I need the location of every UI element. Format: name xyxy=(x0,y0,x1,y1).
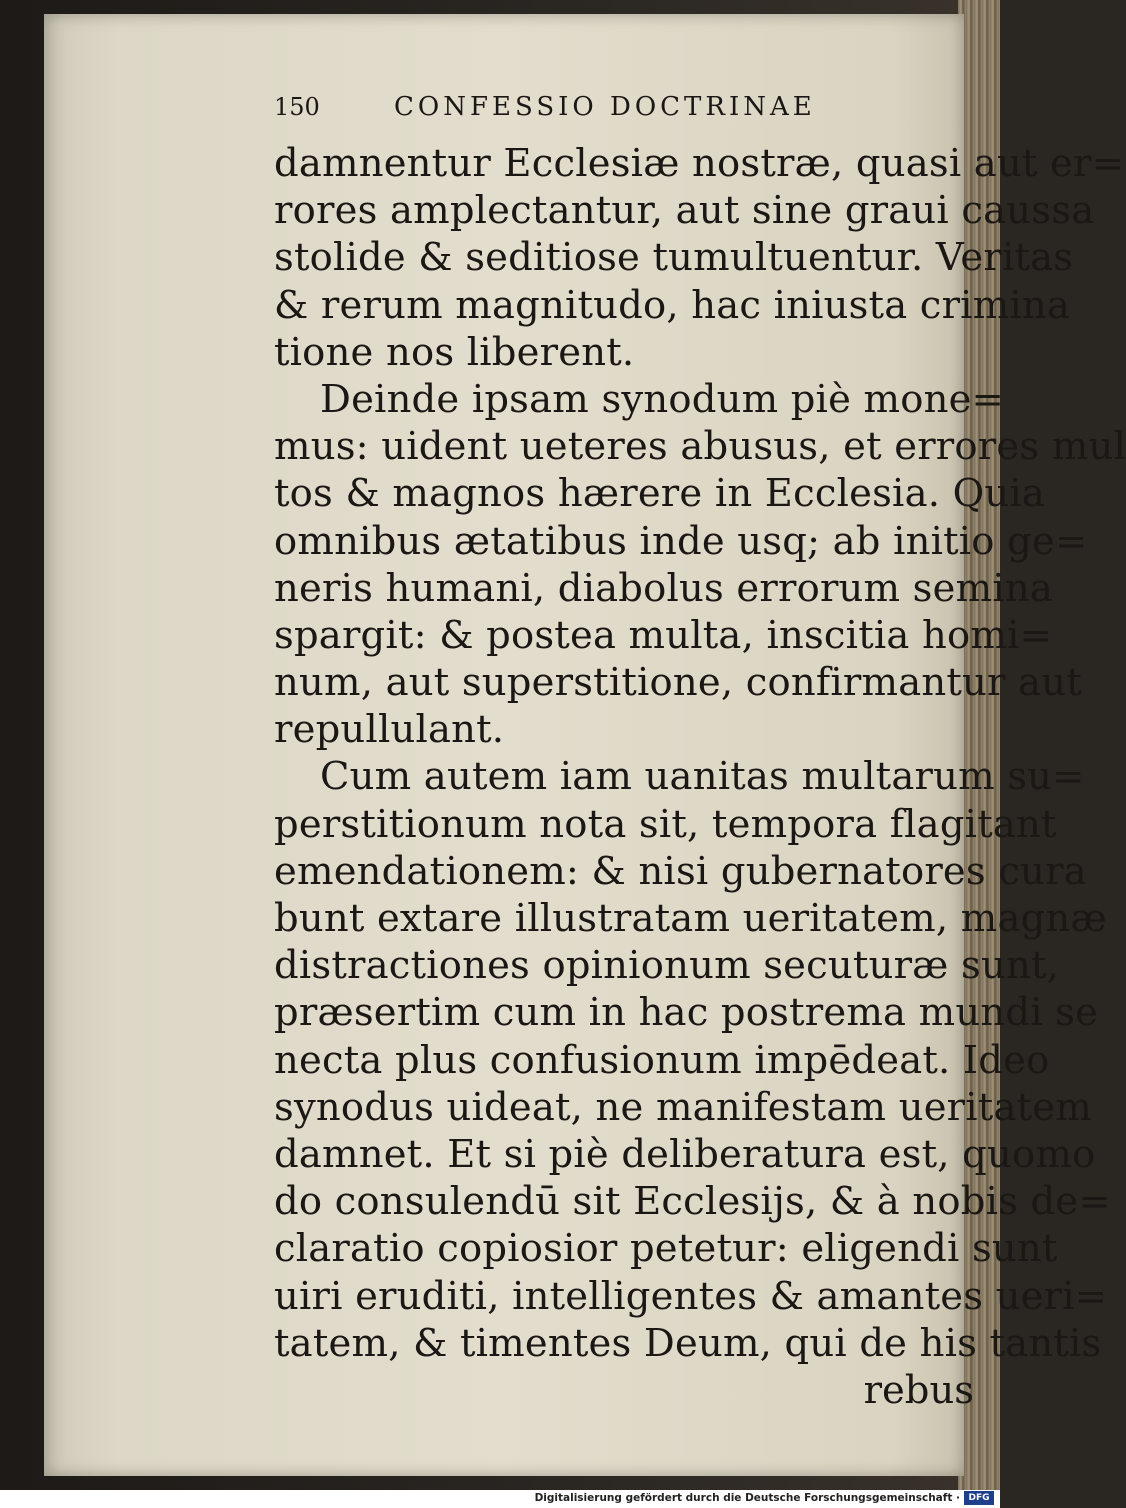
text-line: perstitionum nota sit, tempora flagitant xyxy=(274,801,1057,847)
text-line: claratio copiosior petetur: eligendi sunt xyxy=(274,1226,1058,1272)
text-line: repullulant. xyxy=(274,707,505,753)
text-line: mus: uident ueteres abusus, et errores mul xyxy=(274,424,1126,470)
running-head xyxy=(274,92,994,140)
text-line: damnet. Et si piè deliberatura est, quomo xyxy=(274,1131,1096,1177)
text-line: tatem, & timentes Deum, qui de his tantis xyxy=(274,1320,1102,1366)
text-line: omnibus ætatibus inde usq; ab initio ge= xyxy=(274,518,1088,564)
text-line: bunt extare illustratam ueritatem, magnæ xyxy=(274,896,1107,941)
text-line: Deinde ipsam synodum piè mone= xyxy=(320,376,1005,422)
text-line: emendationem: & nisi gubernatores cura xyxy=(274,848,1087,894)
text-line: synodus uideat, ne manifestam ueritatem xyxy=(274,1084,1092,1130)
text-line: Cum autem iam uanitas multarum su= xyxy=(320,754,1085,800)
catchword: rebus xyxy=(863,1367,974,1413)
text-line: necta plus confusionum impēdeat. Ideo xyxy=(274,1037,1050,1083)
page-text-block xyxy=(274,92,1126,1414)
text-line: rores amplectantur, aut sine graui caussa xyxy=(274,188,1095,234)
text-line: & rerum magnitudo, hac iniusta crimina xyxy=(274,282,1071,328)
text-line: stolide & seditiose tumultuentur. Veritas xyxy=(274,235,1074,281)
text-line: neris humani, diabolus errorum semina xyxy=(274,565,1053,611)
text-line: damnentur Ecclesiæ nostræ, quasi aut er= xyxy=(274,141,1125,186)
funding-credit: Digitalisierung gefördert durch die Deutsche Forschungsgemeinschaft · xyxy=(534,1492,960,1504)
text-line: tos & magnos hærere in Ecclesia. Quia xyxy=(274,471,1046,517)
text-line: uiri eruditi, intelligentes & amantes ueri= xyxy=(274,1273,1108,1319)
text-line: distractiones opinionum secuturæ sunt, xyxy=(274,943,1060,989)
running-title: CONFESSIO DOCTRINAE xyxy=(394,92,816,122)
body-text xyxy=(274,140,1126,1367)
dfg-logo: DFG xyxy=(964,1491,994,1505)
book-page xyxy=(44,14,1126,1476)
text-line: do consulendū sit Ecclesijs, & à nobis de= xyxy=(274,1179,1111,1225)
text-line: præsertim cum in hac postrema mundi se xyxy=(274,990,1099,1036)
text-line: spargit: & postea multa, inscitia homi= xyxy=(274,612,1053,658)
text-line: num, aut superstitione, confirmantur aut xyxy=(274,660,1082,706)
page-number: 150 xyxy=(274,93,320,121)
text-line: tione nos liberent. xyxy=(274,329,635,375)
